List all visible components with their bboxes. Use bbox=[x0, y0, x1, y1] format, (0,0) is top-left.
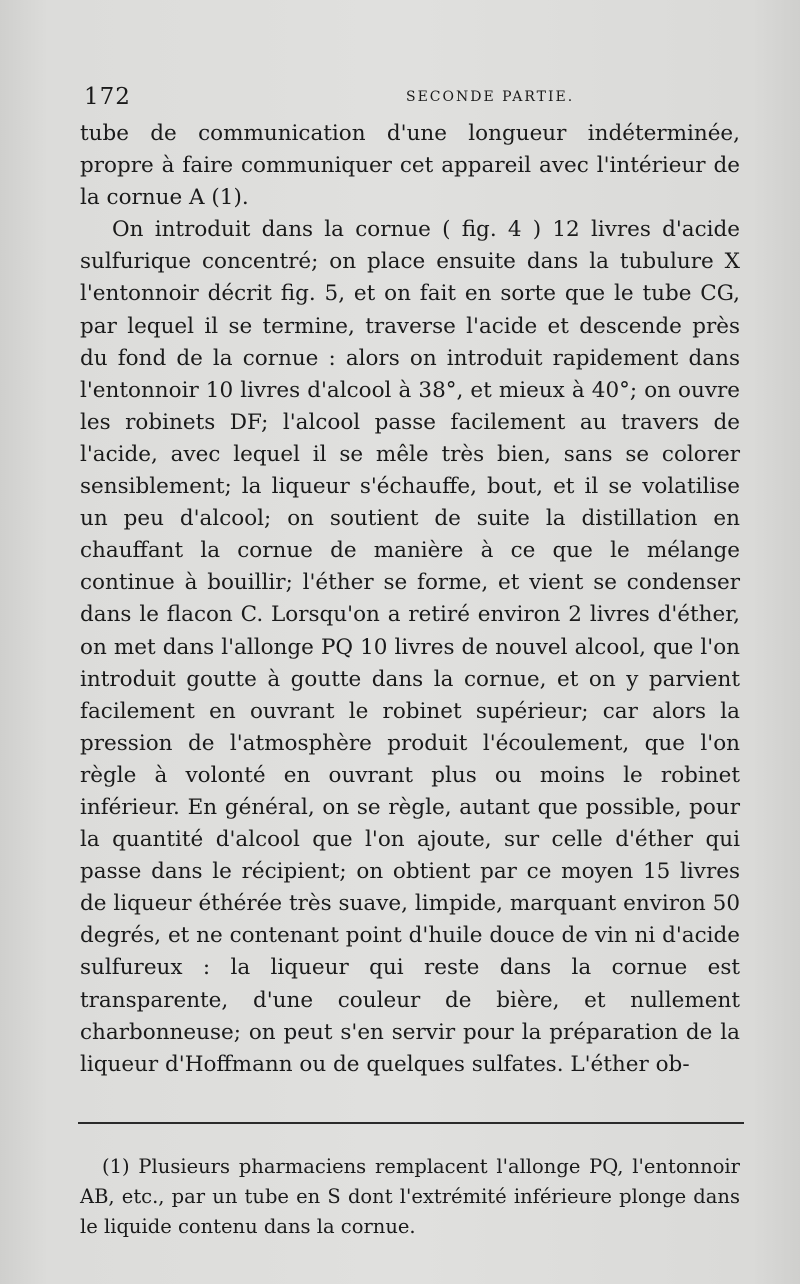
page-number: 172 bbox=[84, 84, 131, 110]
main-text bbox=[80, 118, 740, 1081]
paragraph: On introduit dans la cornue ( fig. 4 ) 12 livres d'acide sulfurique concentré; on place ensuite dans la tubulure X l'entonnoir décrit fig. 5, et on fait en sorte que le tube CG, par lequel il se termine, traverse l'acide et descende près du fond de la cornue : alors on introduit rapidement dans l'entonnoir 10 livres d'alcool à 38°, et mieux à 40°; on ouvre les robinets DF; l'alcool passe facilement au travers de l'acide, avec lequel il se mêle très bien, sans se colorer sensiblement; la liqueur s'échauffe, bout, et il se volatilise un peu d'alcool; on soutient de suite la distillation en chauffant la cornue de manière à ce que le mélange continue à bouillir; l'éther se forme, et vient se condenser dans le flacon C. Lorsqu'on a retiré environ 2 livres d'éther, on met dans l'allonge PQ 10 livres de nouvel alcool, que l'on introduit goutte à goutte dans la cornue, et on y parvient facilement en ouvrant le robinet supérieur; car alors la pression de l'atmosphère produit l'écoulement, que l'on règle à volonté en ouvrant plus ou moins le robinet inférieur. En général, on se règle, autant que possible, pour la quantité d'alcool que l'on ajoute, sur celle d'éther qui passe dans le récipient; on obtient par ce moyen 15 livres de liqueur éthérée très suave, limpide, marquant environ 50 degrés, et ne contenant point d'huile douce de vin ni d'acide sulfureux : la liqueur qui reste dans la cornue est transparente, d'une couleur de bière, et nullement charbonneuse; on peut s'en servir pour la préparation de la liqueur d'Hoffmann ou de quelques sulfates. L'éther ob- bbox=[80, 217, 740, 1077]
footnote: (1) Plusieurs pharmaciens remplacent l'allonge PQ, l'entonnoir AB, etc., par un tube en S dont l'extrémité inférieure plonge dans le liquide contenu dans la cornue. bbox=[80, 1155, 740, 1238]
footnote-separator bbox=[78, 1122, 744, 1124]
paragraph: tube de communication d'une longueur indéterminée, propre à faire communiquer cet appareil avec l'intérieur de la cornue A (1). bbox=[80, 121, 740, 211]
page-header bbox=[80, 84, 740, 112]
running-head: SECONDE PARTIE. bbox=[406, 89, 575, 105]
